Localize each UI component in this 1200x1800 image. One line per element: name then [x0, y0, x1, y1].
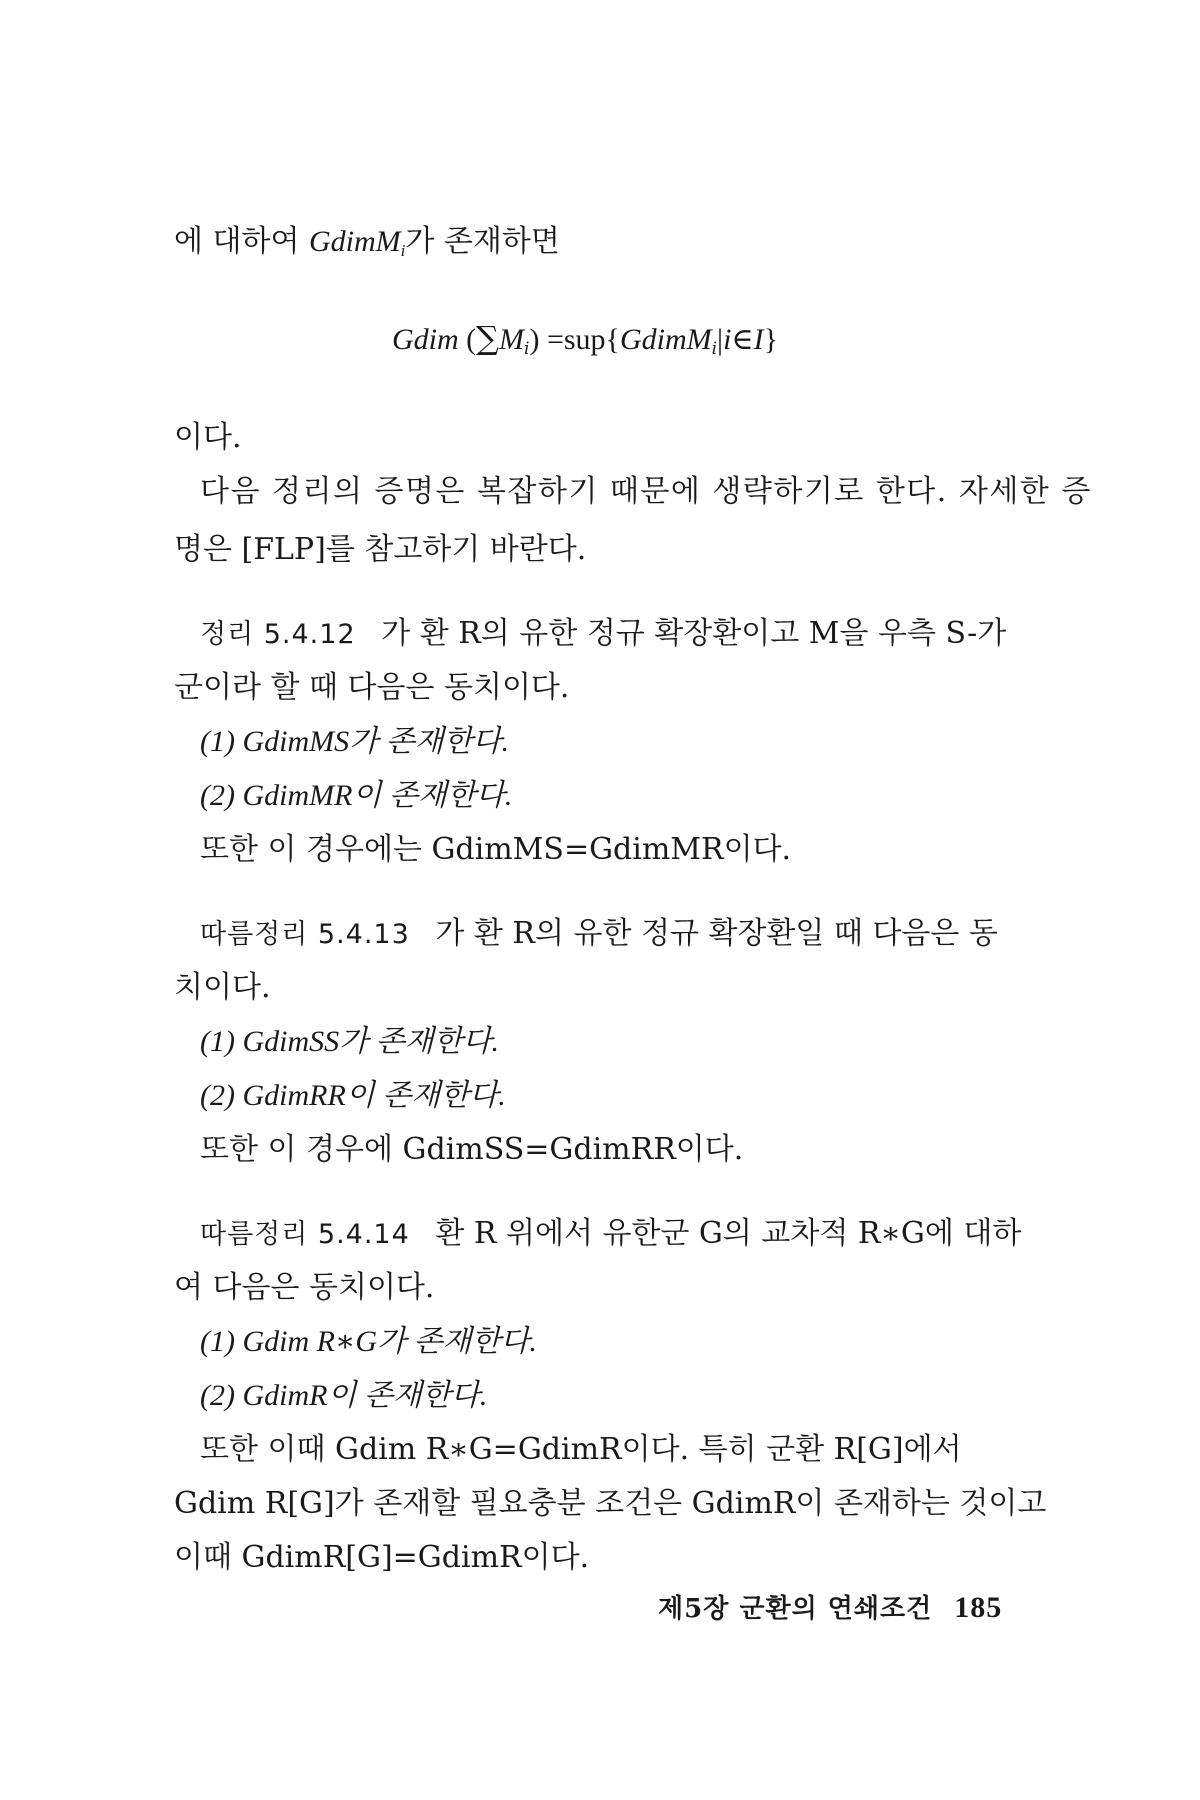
intro-pre: 에 대하여 [174, 224, 309, 259]
corollary-5-4-13-line-2: 치이다. [174, 970, 271, 1005]
remark-text-1: 다음 정리의 증명은 복잡하기 때문에 생략하기로 한다. 자세한 증 [200, 474, 1092, 509]
formula-gdimm: GdimM [619, 323, 712, 356]
formula-sub-i: i [524, 339, 530, 359]
corollary-5-4-14-also-3: 이때 GdimR[G]=GdimR이다. [174, 1540, 590, 1575]
theorem-5-4-12-also: 또한 이 경우에는 GdimMS=GdimMR이다. [200, 832, 792, 867]
running-footer-chapter: 제5장 군환의 연쇄조건 [658, 1594, 933, 1624]
theorem-5-4-12-item-1: (1) GdimMS가 존재한다. [200, 725, 510, 758]
corollary-5-4-14-also-2: Gdim R[G]가 존재할 필요충분 조건은 GdimR이 존재하는 것이고 [174, 1486, 1047, 1521]
corollary-5-4-13-item-2: (2) GdimRR이 존재한다. [200, 1079, 506, 1112]
intro-post: 가 존재하면 [405, 224, 560, 259]
formula-sigma: ∑ [476, 319, 500, 357]
corollary-5-4-14-item-2: (2) GdimR이 존재한다. [200, 1379, 488, 1412]
corollary-statement: 가 환 R의 유한 정규 확장환일 때 다음은 동 [435, 916, 998, 951]
corollary-5-4-14-also-1: 또한 이때 Gdim R∗G=GdimR이다. 특히 군환 R[G]에서 [200, 1432, 962, 1467]
display-formula: Gdim $(\sum M_i)$ =sup{GdimM$_i$|i∈I} [392, 319, 779, 359]
intro-math: GdimM$_i$ [309, 225, 406, 260]
corollary-label: 따름정리 5.4.14 [200, 1219, 410, 1250]
corollary-5-4-14-line-2: 여 다음은 동치이다. [174, 1270, 435, 1305]
theorem-5-4-12-line-1 [200, 614, 1006, 655]
remark-line-1 [200, 472, 1092, 512]
intro-line [174, 222, 560, 262]
theorem-5-4-12-item-2: (2) GdimMR이 존재한다. [200, 779, 513, 812]
result-idaa: 이다. [174, 420, 242, 455]
theorem-label: 정리 5.4.12 [200, 619, 356, 650]
page-footer [658, 1588, 1002, 1625]
formula-sup: =sup{ [539, 323, 620, 356]
corollary-statement: 환 R 위에서 유한군 G의 교차적 R∗G에 대하 [435, 1216, 1022, 1251]
corollary-5-4-13-item-1: (1) GdimSS가 존재한다. [200, 1025, 500, 1058]
formula-index: i∈I [723, 323, 764, 356]
formula-m: M [499, 323, 525, 356]
theorem-statement: 가 환 R의 유한 정규 확장환이고 M을 우측 S-가 [381, 616, 1007, 651]
remark-line-2: 명은 [FLP]를 참고하기 바란다. [174, 532, 587, 567]
corollary-5-4-14-item-1: (1) Gdim R∗G가 존재한다. [200, 1325, 537, 1358]
corollary-5-4-14-line-1 [200, 1214, 1021, 1255]
page-number: 185 [954, 1591, 1003, 1624]
corollary-5-4-13-line-1 [200, 914, 998, 955]
formula-close: } [763, 323, 779, 356]
corollary-label: 따름정리 5.4.13 [200, 919, 410, 950]
corollary-5-4-13-also: 또한 이 경우에 GdimSS=GdimRR이다. [200, 1132, 744, 1167]
formula-gdim: Gdim [392, 323, 459, 356]
formula-bar: | [717, 323, 724, 356]
theorem-5-4-12-line-2: 군이라 할 때 다음은 동치이다. [174, 670, 570, 705]
